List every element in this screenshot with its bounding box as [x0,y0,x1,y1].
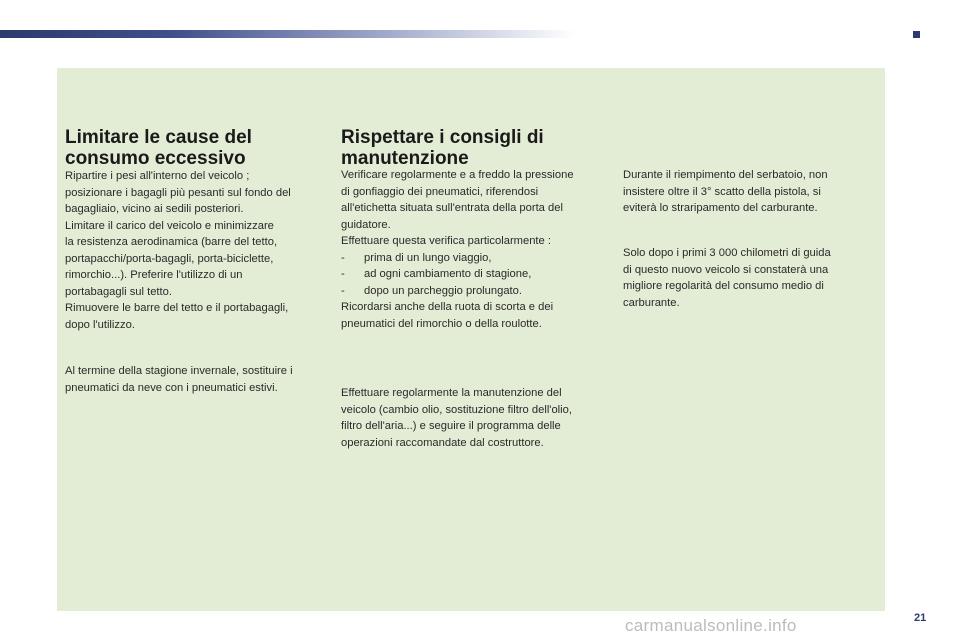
text-line: Limitare il carico del veicolo e minimizzare [65,219,274,232]
maintenance-paragraph-1 [341,167,574,332]
text-line: insistere oltre il 3° scatto della pistola, si [623,185,821,198]
text-line: bagagliaio, vicino ai sedili posteriori. [65,203,244,215]
list-dash: - [341,284,345,297]
text-line: all'etichetta situata sull'entrata della porta del [341,202,563,214]
page-number: 21 [914,612,927,624]
section-title-maintenance: Rispettare i consigli di manutenzione [341,127,544,169]
text-line: Durante il riempimento del serbatoio, non [623,169,828,181]
content-panel [57,68,885,611]
text-line: posizionare i bagagli più pesanti sul fondo del [65,186,291,199]
text-line: eviterà lo straripamento del carburante. [623,202,818,214]
text-line: la resistenza aerodinamica (barre del tetto, [65,236,278,248]
header-gradient-bar [0,30,575,38]
consumption-paragraph-2 [65,363,293,396]
text-line: Effettuare regolarmente la manutenzione del [341,387,562,399]
text-line: veicolo (cambio olio, sostituzione filtro dell'olio, [341,403,572,416]
text-line: migliore regolarità del consumo medio di [623,280,824,292]
text-line: portapacchi/porta-bagagli, porta-biciclette, [65,252,274,265]
watermark-text: carmanualsonline.info [625,616,797,635]
section-title-consumption: Limitare le cause del consumo eccessivo [65,127,252,169]
list-item [341,250,574,267]
text-line: carburante. [623,296,680,309]
text-line: portabagagli sul tetto. [65,285,172,298]
refuelling-paragraph-1 [623,167,828,217]
list-item [341,266,574,283]
list-text: dopo un parcheggio prolungato. [364,284,522,297]
text-line: operazioni raccomandate dal costruttore. [341,436,544,449]
text-line: Effettuare questa verifica particolarmente : [341,235,551,247]
text-line: di questo nuovo veicolo si constaterà una [623,263,829,276]
text-line: Ripartire i pesi all'interno del veicolo ; [65,170,250,182]
refuelling-paragraph-2 [623,245,831,311]
consumption-paragraph-1 [65,168,291,333]
text-line: Ricordarsi anche della ruota di scorta e dei [341,301,554,313]
text-line: pneumatici del rimorchio o della roulotte. [341,317,542,330]
text-line: Rimuovere le barre del tetto e il portabagagli, [65,302,289,314]
text-line: filtro dell'aria...) e seguire il programma delle [341,420,561,432]
corner-marker [913,31,920,38]
text-line: rimorchio...). Preferire l'utilizzo di un [65,269,243,281]
list-dash: - [341,251,345,264]
check-list [341,250,574,300]
list-item [341,283,574,300]
text-line: Verificare regolarmente e a freddo la pressione [341,169,574,181]
text-line: pneumatici da neve con i pneumatici estivi. [65,381,278,394]
list-dash: - [341,268,345,280]
list-text: ad ogni cambiamento di stagione, [364,268,532,280]
list-text: prima di un lungo viaggio, [364,251,492,264]
text-line: guidatore. [341,218,391,231]
text-line: dopo l'utilizzo. [65,318,135,331]
text-line: Al termine della stagione invernale, sostituire i [65,365,293,377]
maintenance-paragraph-2 [341,385,572,451]
text-line: di gonfiaggio dei pneumatici, riferendosi [341,185,539,198]
text-line: Solo dopo i primi 3 000 chilometri di guida [623,247,831,259]
